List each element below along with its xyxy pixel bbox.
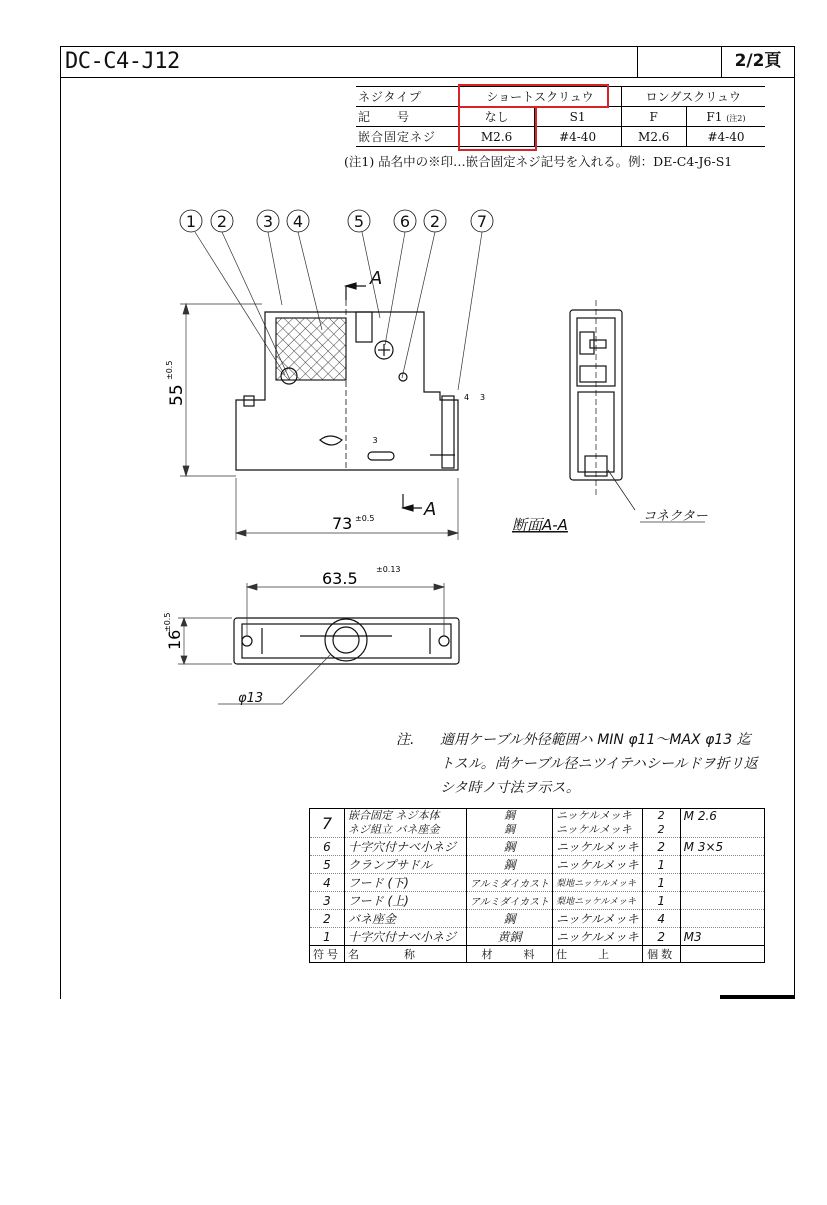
bom-finish: 梨地ニッケルメッキ (553, 892, 643, 910)
bom-name (345, 809, 467, 838)
bom-qty-line: 2 (657, 809, 665, 822)
screw-table-cell-f1: F1 (706, 109, 723, 124)
bom-qty: 4 (642, 910, 680, 928)
bom-header (680, 946, 764, 963)
bom-header: 仕 上 (553, 946, 643, 963)
bom-name: フード (下) (345, 874, 467, 892)
section-letter: A (424, 499, 437, 520)
bom-material: 鋼 (467, 910, 553, 928)
bom-name-line: 嵌合固定 ネジ本体 (348, 809, 440, 822)
section-marker-bottom (403, 494, 422, 511)
note-text: 適用ケーブル外径範囲ハ MIN φ11～MAX φ13 迄トスル。尚ケーブル径ニツイテハシールドヲ折リ返シタ時ノ寸法ヲ示ス。 (440, 732, 758, 796)
balloon (471, 210, 493, 232)
section-label: 断面A-A (512, 516, 568, 534)
bom-finish: ニッケルメッキ (553, 910, 643, 928)
bill-of-materials (309, 808, 765, 963)
svg-text:1: 1 (185, 212, 197, 231)
bom-header: 符号 (310, 946, 345, 963)
bom-name: バネ座金 (345, 910, 467, 928)
dim-width-value: 73 (332, 514, 353, 533)
screw-table-cell: M2.6 (459, 127, 534, 147)
bom-material: 鋼 (467, 838, 553, 856)
svg-text:3: 3 (262, 212, 274, 231)
bom-no: 7 (310, 809, 345, 838)
bom-spec: M 2.6 (680, 809, 764, 838)
dim-depth-value: 16 (165, 629, 184, 650)
bom-header-row (310, 946, 765, 963)
balloon (348, 210, 370, 232)
dim-height (180, 304, 262, 476)
bom-name: フード (上) (345, 892, 467, 910)
balloon-group (180, 210, 493, 232)
screw-table-short: ショートスクリュウ (459, 87, 621, 107)
bom-no: 4 (310, 874, 345, 892)
screw-table-cell: なし (459, 107, 534, 127)
bom-qty: 1 (642, 874, 680, 892)
bom-header: 名 称 (345, 946, 467, 963)
bom-material-line: 鋼 (504, 823, 516, 836)
bom-material: アルミダイカスト (467, 892, 553, 910)
svg-text:2: 2 (216, 212, 228, 231)
section-marker-top (346, 283, 366, 300)
bom-name-line: ネジ組立 バネ座金 (348, 823, 440, 836)
bom-qty: 1 (642, 892, 680, 910)
doc-number: DC-C4-J12 (61, 47, 638, 77)
bom-row (310, 856, 765, 874)
bom-row (310, 892, 765, 910)
bom-qty: 1 (642, 856, 680, 874)
svg-text:5: 5 (353, 212, 365, 231)
dim-height-value: 55 (167, 384, 187, 406)
dim-width-tol: ±0.5 (355, 514, 375, 523)
part-mark-front: 3 (480, 393, 486, 402)
screw-table-cell: F (621, 107, 686, 127)
bom-finish: ニッケルメッキ (553, 838, 643, 856)
svg-text:6: 6 (399, 212, 411, 231)
note-label: 注. (396, 732, 415, 748)
dim-pitch-value: 63.5 (322, 569, 358, 588)
part-mark-front: 3 (372, 436, 378, 445)
bom-spec (680, 910, 764, 928)
balloon (180, 210, 202, 232)
bom-spec: M 3×5 (680, 838, 764, 856)
bom-material (467, 809, 553, 838)
bom-finish (553, 809, 643, 838)
bom-material-line: 鋼 (504, 809, 516, 822)
bom-row (310, 874, 765, 892)
part-mark-front: 4 (464, 393, 470, 402)
note-1: (注1) 品名中の※印…嵌合固定ネジ記号を入れる。例：DE-C4-J6-S1 (344, 154, 733, 169)
bom-row (310, 928, 765, 946)
bom-material: アルミダイカスト (467, 874, 553, 892)
svg-text:2: 2 (429, 212, 441, 231)
bom-qty-line: 2 (657, 823, 665, 836)
svg-text:7: 7 (476, 212, 488, 231)
bom-no: 5 (310, 856, 345, 874)
section-letter: A (370, 268, 383, 289)
bom-finish: ニッケルメッキ (553, 856, 643, 874)
dim-height-tol: ±0.5 (165, 360, 174, 380)
bom-header: 材 料 (467, 946, 553, 963)
bom-no: 6 (310, 838, 345, 856)
balloon (211, 210, 233, 232)
balloon (394, 210, 416, 232)
bom-no: 1 (310, 928, 345, 946)
dim-pitch-tol: ±0.13 (376, 565, 401, 574)
bom-finish-line: ニッケルメッキ (556, 823, 632, 836)
dim-cable-value: φ13 (238, 691, 264, 706)
bom-no: 3 (310, 892, 345, 910)
bom-spec (680, 892, 764, 910)
bom-no: 2 (310, 910, 345, 928)
bom-row (310, 838, 765, 856)
bottom-view (234, 618, 459, 664)
connector-label: コネクター (643, 509, 708, 524)
bom-name: 十字穴付ナベ小ネジ (345, 838, 467, 856)
bom-row (310, 809, 765, 838)
bom-material: 黄銅 (467, 928, 553, 946)
bom-name: クランプサドル (345, 856, 467, 874)
section-view (570, 300, 635, 510)
bom-spec (680, 856, 764, 874)
screw-table-cell: #4-40 (534, 127, 621, 147)
page-number: 2/2頁 (734, 51, 782, 71)
screw-table-row-label: 嵌合固定ネジ (356, 127, 459, 147)
bom-finish: ニッケルメッキ (553, 928, 643, 946)
screw-table-long: ロングスクリュウ (621, 87, 765, 107)
bom-finish-line: ニッケルメッキ (556, 809, 632, 822)
screw-table-cell: M2.6 (621, 127, 686, 147)
svg-text:4: 4 (292, 212, 304, 231)
bom-material: 鋼 (467, 856, 553, 874)
dim-depth (178, 618, 232, 664)
screw-table-row-label: 記 号 (356, 107, 459, 127)
bom-qty (642, 809, 680, 838)
screw-table-header-label: ネジタイプ (356, 87, 459, 107)
balloon (257, 210, 279, 232)
bom-qty: 2 (642, 838, 680, 856)
bom-row (310, 910, 765, 928)
bom-spec (680, 874, 764, 892)
bom-name: 十字穴付ナベ小ネジ (345, 928, 467, 946)
bom-finish: 梨地ニッケルメッキ (553, 874, 643, 892)
screw-table-cell: #4-40 (686, 127, 765, 147)
bom-spec: M3 (680, 928, 764, 946)
bom-qty: 2 (642, 928, 680, 946)
balloon (287, 210, 309, 232)
bom-header: 個数 (642, 946, 680, 963)
screw-table-cell: S1 (534, 107, 621, 127)
note2-mark: (注2) (726, 113, 746, 123)
balloon (424, 210, 446, 232)
dim-pitch (247, 583, 444, 636)
front-view (236, 300, 458, 470)
dim-depth-tol: ±0.5 (163, 612, 172, 632)
